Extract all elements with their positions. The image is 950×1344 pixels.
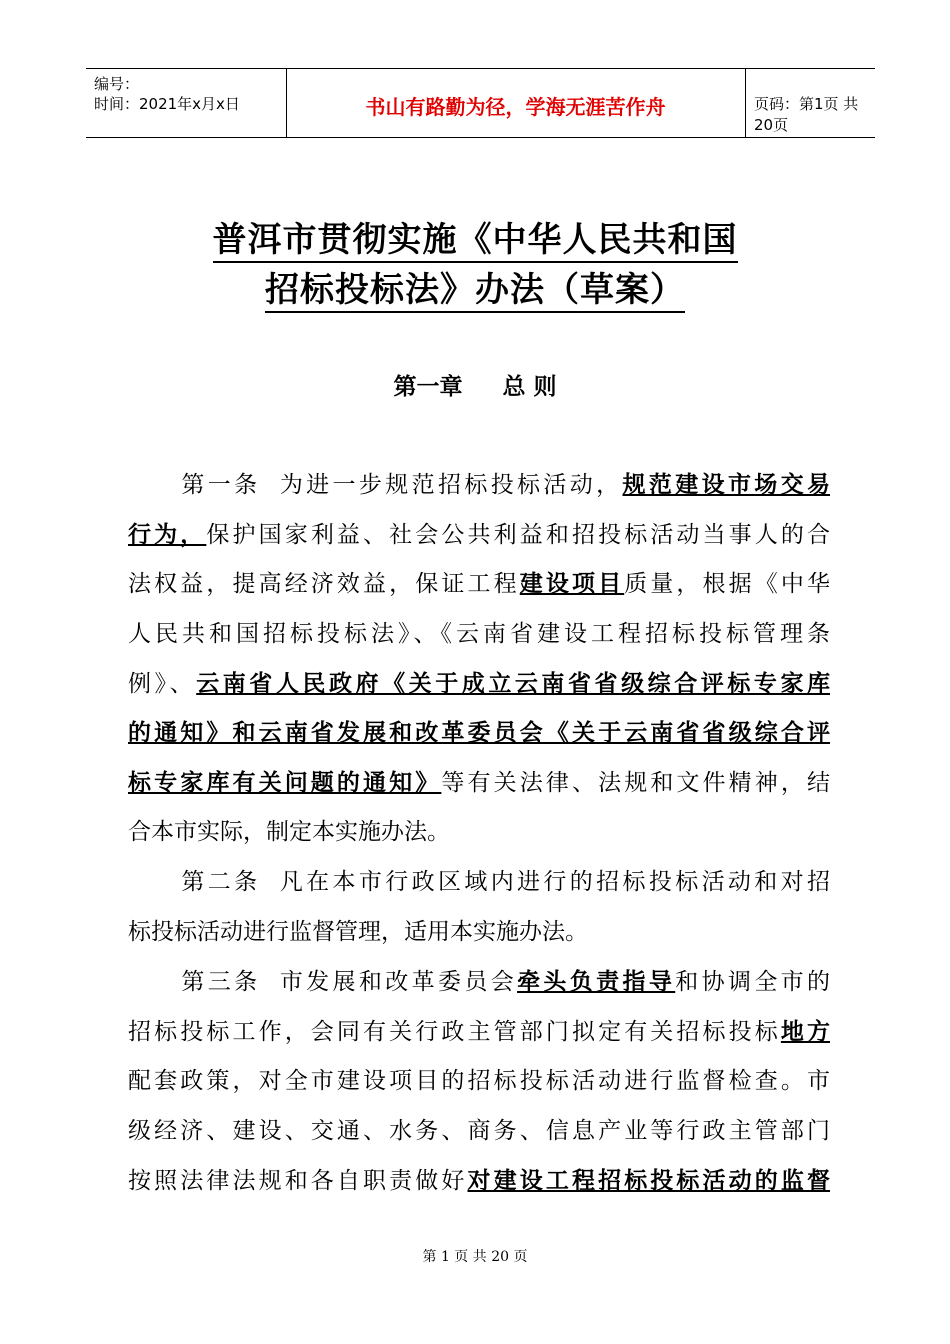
header-motto-cell: [286, 69, 746, 137]
article-3-line-1: 第三条 市发展和改革委员会牵头负责指导和协调全市的: [178, 968, 831, 995]
article-3-line-2: 招标投标工作，会同有关行政主管部门拟定有关招标投标地方: [128, 1018, 831, 1045]
document-title-line-1: 普洱市贯彻实施《中华人民共和国: [0, 212, 950, 261]
article-2-line-1: 第二条 凡在本市行政区域内进行的招标投标活动和对招: [178, 869, 831, 895]
article-1-line-8: 合本市实际，制定本实施办法。: [128, 819, 450, 845]
document-time-label: 时间：2021年x月x日: [94, 95, 240, 113]
article-1-line-2: 行为，保护国家利益、社会公共利益和招投标活动当事人的合: [128, 521, 831, 548]
document-number-label: 编号：: [94, 75, 140, 93]
article-2-label: 第二条: [178, 869, 261, 895]
article-1-line-4: 人民共和国招标投标法》、《云南省建设工程招标投标管理条: [128, 621, 830, 647]
header-motto: 书山有路勤为径，学海无涯苦作舟: [365, 95, 666, 119]
page-header: [86, 68, 875, 138]
document-title-line-2: 招标投标法》办法（草案）: [0, 262, 950, 311]
article-1-line-3: 法权益，提高经济效益，保证工程建设项目质量，根据《中华: [128, 570, 831, 597]
article-1-line-5: 例》、云南省人民政府《关于成立云南省省级综合评标专家库: [128, 670, 831, 697]
header-meta-cell: [86, 69, 287, 137]
chapter-heading: [0, 368, 950, 401]
article-1-line-6: 的通知》和云南省发展和改革委员会《关于云南省省级综合评: [128, 719, 830, 746]
article-1-line-7: 标专家库有关问题的通知》等有关法律、法规和文件精神，结: [128, 769, 831, 796]
chapter-name: 总 则: [502, 373, 557, 400]
article-3-line-3: 配套政策，对全市建设项目的招标投标活动进行监督检查。市: [128, 1068, 830, 1094]
header-page-info: 页码：第1页 共20页: [754, 95, 859, 134]
article-1-label: 第一条: [178, 472, 261, 498]
article-2-line-2: 标投标活动进行监督管理，适用本实施办法。: [128, 919, 588, 945]
article-3-line-4: 级经济、建设、交通、水务、商务、信息产业等行政主管部门: [128, 1118, 830, 1144]
page-footer: 第 1 页 共 20 页: [422, 1249, 528, 1265]
article-3-label: 第三条: [178, 969, 261, 995]
header-page-cell: [746, 69, 875, 137]
article-1-line-1: 第一条 为进一步规范招标投标活动，规范建设市场交易: [178, 471, 831, 498]
article-3-line-5: 按照法律法规和各自职责做好对建设工程招标投标活动的监督: [128, 1167, 831, 1194]
chapter-number: 第一章: [393, 373, 463, 400]
